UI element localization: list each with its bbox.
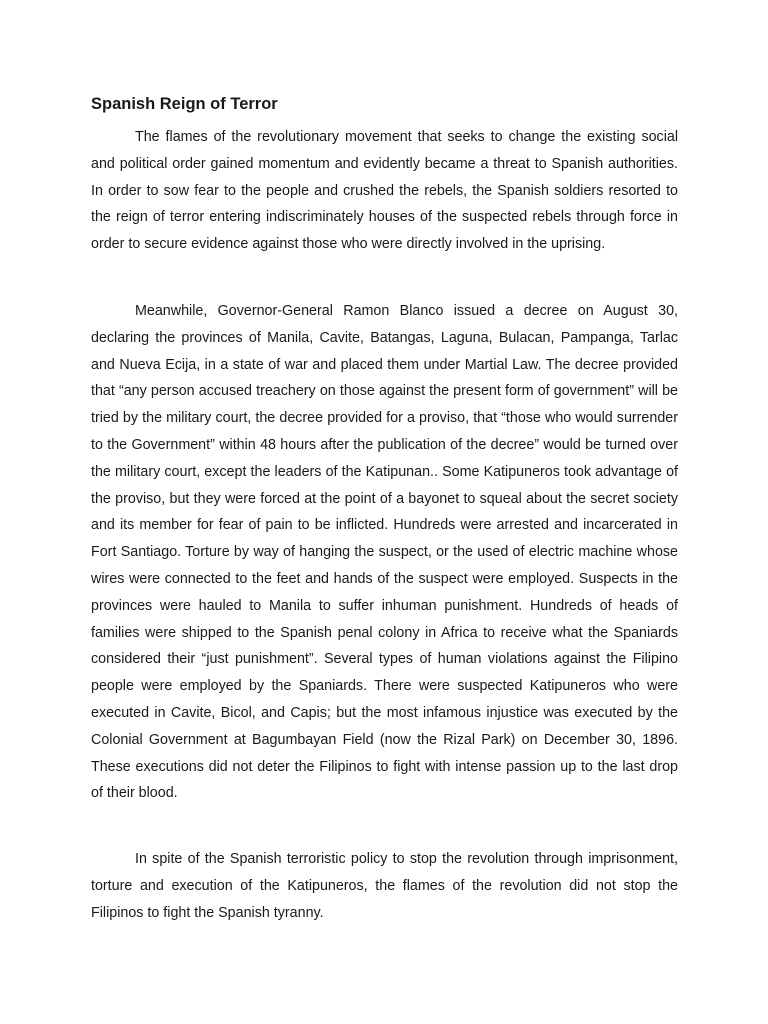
page-title: Spanish Reign of Terror (91, 95, 278, 113)
paragraph-2: Meanwhile, Governor-General Ramon Blanco issued a decree on August 30, declaring the provinces of Manila, Cavite, Batangas, Laguna, Bulacan, Pampanga, Tarlac and Nueva Ecija, in a state of war and placed them under Martial Law. The decree provided that “any person accused treachery on those against the present form of government” will be tried by the military court, the decree provided for a proviso, that “those who would surrender to the Government” within 48 hours after the publication of the decree” would be turned over the military court, except the leaders of the Katipunan.. Some Katipuneros took advantage of the proviso, but they were forced at the point of a bayonet to squeal about the secret society and its member for fear of pain to be inflicted. Hundreds were arrested and incarcerated in Fort Santiago. Torture by way of hanging the suspect, or the used of electric machine whose wires were connected to the feet and hands of the suspect were employed. Suspects in the provinces were hauled to Manila to suffer inhuman punishment. Hundreds of heads of families were shipped to the Spanish penal colony in Africa to receive what the Spaniards considered their “just punishment”. Several types of human violations against the Filipino people were employed by the Spaniards. There were suspected Katipuneros who were executed in Cavite, Bicol, and Capis; but the most infamous injustice was executed by the Colonial Government at Bagumbayan Field (now the Rizal Park) on December 30, 1896. These executions did not deter the Filipinos to fight with intense passion up to the last drop of their blood. (91, 303, 678, 802)
paragraph-1: The flames of the revolutionary movement that seeks to change the existing social and political order gained momentum and evidently became a threat to Spanish authorities. In order to sow fear to the people and crushed the rebels, the Spanish soldiers resorted to the reign of terror entering indiscriminately houses of the suspected rebels through force in order to secure evidence against those who were directly involved in the uprising. (91, 129, 678, 253)
paragraph-3: In spite of the Spanish terroristic policy to stop the revolution through imprisonment, torture and execution of the Katipuneros, the flames of the revolution did not stop the Filipinos to fight the Spanish tyranny. (91, 851, 678, 921)
